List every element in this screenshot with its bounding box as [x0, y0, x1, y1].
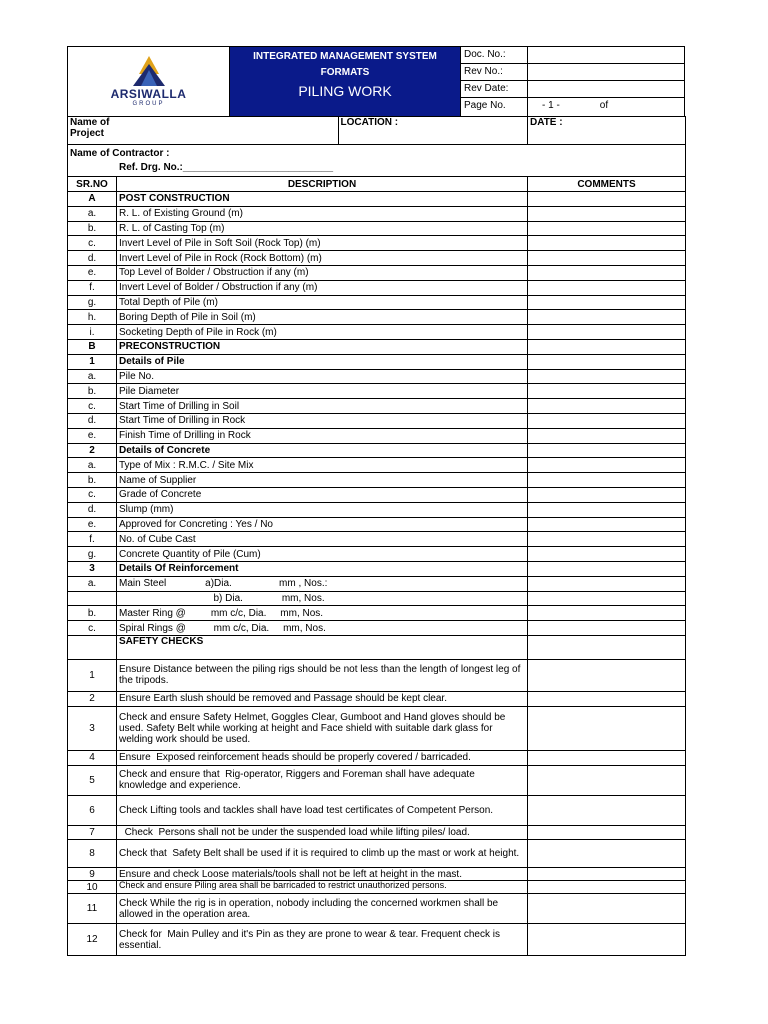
row-description: Check Lifting tools and tackles shall have load test certificates of Competent Person. — [117, 795, 528, 825]
row-comment-field[interactable] — [528, 868, 686, 881]
row-srno: d. — [68, 413, 117, 428]
row-description: Invert Level of Bolder / Obstruction if any (m) — [117, 280, 528, 295]
row-srno: c. — [68, 399, 117, 414]
table-row — [68, 606, 686, 621]
row-description: Ensure Distance between the piling rigs should be not less than the length of longest leg of the tripods. — [117, 659, 528, 691]
row-comment-field[interactable] — [528, 473, 686, 488]
page-of: of — [599, 100, 609, 111]
row-description: Type of Mix : R.M.C. / Site Mix — [117, 458, 528, 473]
table-row — [68, 369, 686, 384]
row-description: R. L. of Existing Ground (m) — [117, 206, 528, 221]
arsiwalla-logo-icon — [129, 56, 169, 86]
row-description: Top Level of Bolder / Obstruction if any (m) — [117, 265, 528, 280]
row-description: Invert Level of Pile in Rock (Rock Bottom) (m) — [117, 251, 528, 266]
rev-date-field[interactable] — [528, 81, 685, 97]
company-logo — [68, 47, 229, 116]
table-row — [68, 621, 686, 636]
row-srno: c. — [68, 236, 117, 251]
row-description: Finish Time of Drilling in Rock — [117, 428, 528, 443]
row-srno: a. — [68, 458, 117, 473]
table-row — [68, 591, 686, 606]
row-comment-field[interactable] — [528, 825, 686, 840]
table-row — [68, 691, 686, 706]
row-srno: f. — [68, 280, 117, 295]
row-srno: 2 — [68, 443, 117, 458]
contractor-label: Name of Contractor : — [70, 148, 170, 159]
col-description: DESCRIPTION — [117, 177, 528, 192]
row-srno: i. — [68, 325, 117, 340]
table-row — [68, 399, 686, 414]
row-description: Details of Concrete — [117, 443, 528, 458]
table-row — [68, 473, 686, 488]
row-srno: 1 — [68, 659, 117, 691]
table-row — [68, 428, 686, 443]
row-srno: a. — [68, 206, 117, 221]
title-line-2: FORMATS — [320, 67, 370, 78]
row-srno: 2 — [68, 691, 117, 706]
row-srno: e. — [68, 517, 117, 532]
rev-no-field[interactable] — [528, 64, 685, 80]
page-no-label: Page No. — [460, 98, 528, 116]
row-description: POST CONSTRUCTION — [117, 192, 528, 207]
row-description: Socketing Depth of Pile in Rock (m) — [117, 325, 528, 340]
row-srno: b. — [68, 606, 117, 621]
row-comment-field[interactable] — [528, 192, 686, 207]
row-comment-field[interactable] — [528, 576, 686, 591]
table-row — [68, 280, 686, 295]
row-srno: b. — [68, 384, 117, 399]
row-srno: a. — [68, 369, 117, 384]
row-comment-field[interactable] — [528, 795, 686, 825]
table-row — [68, 894, 686, 924]
row-srno: h. — [68, 310, 117, 325]
row-description: Ensure Exposed reinforcement heads should be properly covered / barricaded. — [117, 750, 528, 765]
row-srno: 1 — [68, 354, 117, 369]
row-description: Check While the rig is in operation, nobody including the concerned workmen shall be allowed in the operation area. — [117, 894, 528, 924]
row-srno: 9 — [68, 868, 117, 881]
row-srno: 12 — [68, 924, 117, 956]
table-row — [68, 295, 686, 310]
row-description: Grade of Concrete — [117, 487, 528, 502]
row-srno: g. — [68, 547, 117, 562]
row-comment-field[interactable] — [528, 840, 686, 868]
table-row — [68, 310, 686, 325]
row-comment-field[interactable] — [528, 924, 686, 956]
row-srno: A — [68, 192, 117, 207]
logo-sub: GROUP — [132, 101, 165, 107]
row-comment-field[interactable] — [528, 325, 686, 340]
table-row — [68, 354, 686, 369]
table-row — [68, 547, 686, 562]
table-row — [68, 924, 686, 956]
table-row — [68, 517, 686, 532]
row-comment-field[interactable] — [528, 428, 686, 443]
row-comment-field[interactable] — [528, 265, 686, 280]
row-srno — [68, 591, 117, 606]
form-table — [67, 116, 686, 956]
row-description: Start Time of Drilling in Soil — [117, 399, 528, 414]
row-comment-field[interactable] — [528, 221, 686, 236]
row-srno: c. — [68, 487, 117, 502]
row-srno: 3 — [68, 706, 117, 750]
table-row — [68, 635, 686, 659]
row-srno: 8 — [68, 840, 117, 868]
row-comment-field[interactable] — [528, 894, 686, 924]
row-srno: B — [68, 339, 117, 354]
row-comment-field[interactable] — [528, 765, 686, 795]
row-description: Check for Main Pulley and it's Pin as they are prone to wear & tear. Frequent check is essential. — [117, 924, 528, 956]
row-description: b) Dia. mm, Nos. — [117, 591, 528, 606]
title-line-1: INTEGRATED MANAGEMENT SYSTEM — [253, 51, 437, 62]
date-label: DATE : — [528, 117, 686, 145]
table-row — [68, 659, 686, 691]
row-comment-field[interactable] — [528, 443, 686, 458]
row-description: Boring Depth of Pile in Soil (m) — [117, 310, 528, 325]
row-description: Master Ring @ mm c/c, Dia. mm, Nos. — [117, 606, 528, 621]
row-description: Ensure and check Loose materials/tools shall not be left at height in the mast. — [117, 868, 528, 881]
col-srno: SR.NO — [68, 177, 117, 192]
table-row — [68, 192, 686, 207]
row-srno: b. — [68, 473, 117, 488]
row-comment-field[interactable] — [528, 487, 686, 502]
row-srno: e. — [68, 428, 117, 443]
project-name-label: Name of Project — [68, 117, 117, 145]
row-description: PRECONSTRUCTION — [117, 339, 528, 354]
table-row — [68, 706, 686, 750]
row-comment-field[interactable] — [528, 881, 686, 894]
row-description: Total Depth of Pile (m) — [117, 295, 528, 310]
row-comment-field[interactable] — [528, 236, 686, 251]
row-srno: 5 — [68, 765, 117, 795]
form-title: PILING WORK — [298, 83, 392, 99]
row-description: Slump (mm) — [117, 502, 528, 517]
row-comment-field[interactable] — [528, 354, 686, 369]
row-comment-field[interactable] — [528, 399, 686, 414]
row-comment-field[interactable] — [528, 295, 686, 310]
title-banner — [229, 47, 460, 116]
row-comment-field[interactable] — [528, 517, 686, 532]
row-description: Check Persons shall not be under the suspended load while lifting piles/ load. — [117, 825, 528, 840]
piling-work-form — [67, 46, 685, 956]
location-label: LOCATION : — [338, 117, 528, 144]
row-srno: b. — [68, 221, 117, 236]
row-srno: e. — [68, 265, 117, 280]
row-description: Name of Supplier — [117, 473, 528, 488]
table-row — [68, 532, 686, 547]
row-srno: 11 — [68, 894, 117, 924]
page-no-field — [528, 98, 685, 116]
row-description: Pile Diameter — [117, 384, 528, 399]
row-comment-field[interactable] — [528, 750, 686, 765]
table-row — [68, 339, 686, 354]
row-description: Check that Safety Belt shall be used if it is required to climb up the mast or work at height. — [117, 840, 528, 868]
table-row — [68, 765, 686, 795]
row-description: Start Time of Drilling in Rock — [117, 413, 528, 428]
row-description: Approved for Concreting : Yes / No — [117, 517, 528, 532]
row-description: Check and ensure Safety Helmet, Goggles Clear, Gumboot and Hand gloves should be used. Safety Belt while working at height and Face shield with suitable dark glass for welding work should be used. — [117, 706, 528, 750]
contractor-cell[interactable] — [68, 145, 686, 177]
row-description: Ensure Earth slush should be removed and Passage should be kept clear. — [117, 691, 528, 706]
row-description: Concrete Quantity of Pile (Cum) — [117, 547, 528, 562]
table-row — [68, 221, 686, 236]
row-comment-field[interactable] — [528, 206, 686, 221]
row-description: SAFETY CHECKS — [117, 635, 528, 659]
table-row — [68, 825, 686, 840]
row-srno: f. — [68, 532, 117, 547]
row-comment-field[interactable] — [528, 458, 686, 473]
row-srno: c. — [68, 621, 117, 636]
row-comment-field[interactable] — [528, 369, 686, 384]
document-meta — [460, 47, 685, 116]
row-srno: d. — [68, 251, 117, 266]
row-comment-field[interactable] — [528, 384, 686, 399]
row-comment-field[interactable] — [528, 691, 686, 706]
table-row — [68, 251, 686, 266]
table-row — [68, 206, 686, 221]
ref-drawing-label: Ref. Drg. No.:___________________________ — [119, 162, 334, 173]
table-row — [68, 840, 686, 868]
doc-no-field[interactable] — [528, 47, 685, 63]
table-row — [68, 236, 686, 251]
table-row — [68, 502, 686, 517]
project-name-field[interactable] — [117, 117, 338, 144]
row-srno: 7 — [68, 825, 117, 840]
row-comment-field[interactable] — [528, 532, 686, 547]
table-row — [68, 384, 686, 399]
table-row — [68, 576, 686, 591]
table-row — [68, 325, 686, 340]
row-comment-field[interactable] — [528, 561, 686, 576]
col-comments: COMMENTS — [528, 177, 686, 192]
row-description: R. L. of Casting Top (m) — [117, 221, 528, 236]
row-comment-field[interactable] — [528, 659, 686, 691]
row-comment-field[interactable] — [528, 413, 686, 428]
row-description — [117, 881, 528, 894]
row-description-text: Check and ensure Piling area shall be barricaded to restrict unauthorized persons. — [119, 881, 447, 891]
row-comment-field[interactable] — [528, 502, 686, 517]
row-comment-field[interactable] — [528, 310, 686, 325]
row-comment-field[interactable] — [528, 606, 686, 621]
row-srno: 6 — [68, 795, 117, 825]
row-description: Invert Level of Pile in Soft Soil (Rock Top) (m) — [117, 236, 528, 251]
project-row — [117, 117, 528, 145]
row-description: Spiral Rings @ mm c/c, Dia. mm, Nos. — [117, 621, 528, 636]
row-comment-field[interactable] — [528, 280, 686, 295]
row-description: Details Of Reinforcement — [117, 561, 528, 576]
table-row — [68, 881, 686, 894]
row-description: Check and ensure that Rig-operator, Riggers and Foreman shall have adequate knowledge and experience. — [117, 765, 528, 795]
table-row — [68, 413, 686, 428]
row-comment-field[interactable] — [528, 591, 686, 606]
row-srno: d. — [68, 502, 117, 517]
table-row — [68, 795, 686, 825]
row-description: Main Steel a)Dia. mm , Nos.: — [117, 576, 528, 591]
doc-no-label: Doc. No.: — [460, 47, 528, 63]
row-srno: a. — [68, 576, 117, 591]
table-row — [68, 750, 686, 765]
logo-name: ARSIWALLA — [110, 87, 187, 101]
table-row — [68, 443, 686, 458]
table-row — [68, 458, 686, 473]
row-description: Pile No. — [117, 369, 528, 384]
row-comment-field[interactable] — [528, 251, 686, 266]
row-srno: 3 — [68, 561, 117, 576]
row-srno — [68, 635, 117, 659]
row-srno: 10 — [68, 881, 117, 894]
page-no-value: - 1 - — [542, 100, 560, 111]
row-srno: 4 — [68, 750, 117, 765]
table-row — [68, 265, 686, 280]
row-comment-field[interactable] — [528, 621, 686, 636]
rev-date-label: Rev Date: — [460, 81, 528, 97]
row-comment-field[interactable] — [528, 706, 686, 750]
row-description: No. of Cube Cast — [117, 532, 528, 547]
row-comment-field[interactable] — [528, 339, 686, 354]
form-header — [67, 46, 685, 116]
row-comment-field[interactable] — [528, 635, 686, 659]
table-row — [68, 487, 686, 502]
row-comment-field[interactable] — [528, 547, 686, 562]
table-row — [68, 868, 686, 881]
table-row — [68, 561, 686, 576]
row-srno: g. — [68, 295, 117, 310]
row-description: Details of Pile — [117, 354, 528, 369]
rev-no-label: Rev No.: — [460, 64, 528, 80]
